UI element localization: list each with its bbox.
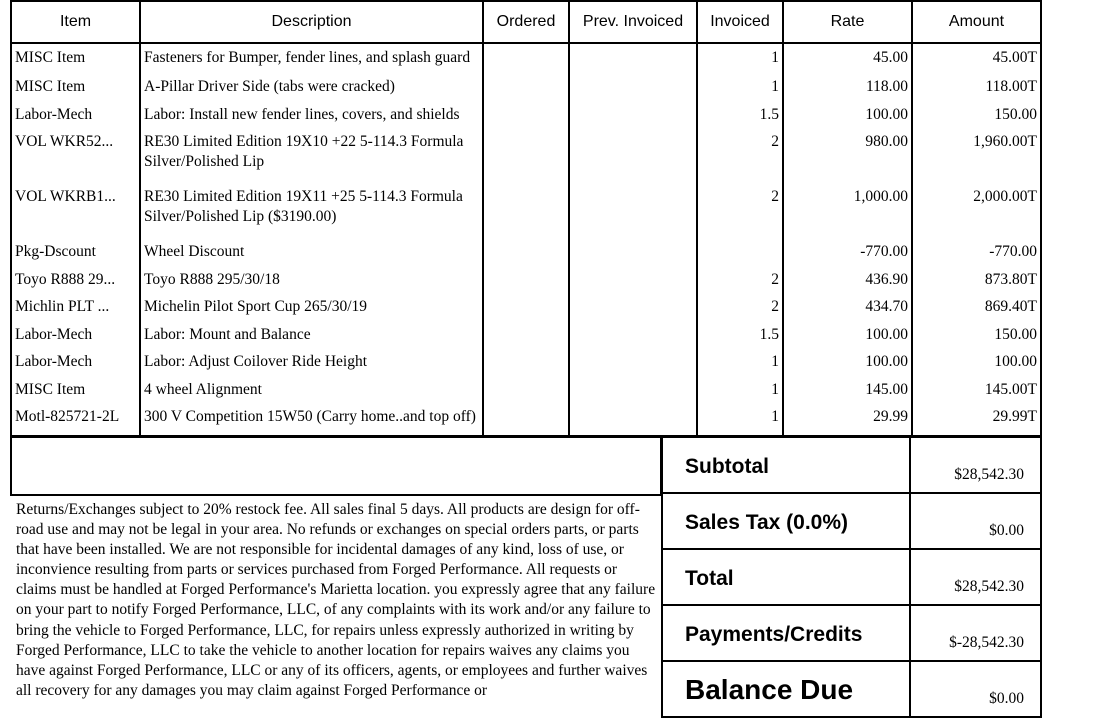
cell-invoiced: 2 bbox=[697, 187, 783, 242]
cell-prev-invoiced bbox=[569, 325, 697, 352]
cell-amount: 118.00T bbox=[912, 77, 1041, 104]
cell-item: Labor-Mech bbox=[11, 352, 140, 379]
cell-rate: 1,000.00 bbox=[783, 187, 912, 242]
table-row bbox=[11, 270, 1041, 297]
cell-amount: 145.00T bbox=[912, 380, 1041, 407]
tax-row bbox=[662, 493, 1041, 549]
cell-invoiced: 1 bbox=[697, 407, 783, 434]
table-row bbox=[11, 325, 1041, 352]
cell-prev-invoiced bbox=[569, 105, 697, 132]
cell-rate: 100.00 bbox=[783, 352, 912, 379]
col-header-item: Item bbox=[11, 1, 140, 43]
cell-amount: 29.99T bbox=[912, 407, 1041, 434]
col-header-amount: Amount bbox=[912, 1, 1041, 43]
cell-ordered bbox=[483, 270, 569, 297]
cell-ordered bbox=[483, 132, 569, 187]
cell-ordered bbox=[483, 407, 569, 434]
cell-prev-invoiced bbox=[569, 77, 697, 104]
cell-description: RE30 Limited Edition 19X11 +25 5-114.3 Formula Silver/Polished Lip ($3190.00) bbox=[140, 187, 483, 242]
cell-amount: 45.00T bbox=[912, 43, 1041, 77]
cell-description: Fasteners for Bumper, fender lines, and splash guard bbox=[140, 43, 483, 77]
cell-description: 4 wheel Alignment bbox=[140, 380, 483, 407]
cell-ordered bbox=[483, 187, 569, 242]
cell-prev-invoiced bbox=[569, 132, 697, 187]
balance-value: $0.00 bbox=[910, 661, 1041, 717]
cell-ordered bbox=[483, 43, 569, 77]
cell-rate: 100.00 bbox=[783, 105, 912, 132]
col-header-description: Description bbox=[140, 1, 483, 43]
table-row bbox=[11, 380, 1041, 407]
cell-rate: 100.00 bbox=[783, 325, 912, 352]
blank-box bbox=[10, 436, 662, 496]
cell-description: Wheel Discount bbox=[140, 242, 483, 269]
cell-amount: 100.00 bbox=[912, 352, 1041, 379]
payments-value: $-28,542.30 bbox=[910, 605, 1041, 661]
cell-description: Labor: Mount and Balance bbox=[140, 325, 483, 352]
cell-description: 300 V Competition 15W50 (Carry home..and top off) bbox=[140, 407, 483, 434]
cell-description: Michelin Pilot Sport Cup 265/30/19 bbox=[140, 297, 483, 324]
cell-item: Pkg-Dscount bbox=[11, 242, 140, 269]
totals-table bbox=[661, 436, 1042, 718]
cell-ordered bbox=[483, 325, 569, 352]
cell-invoiced: 1 bbox=[697, 77, 783, 104]
cell-prev-invoiced bbox=[569, 352, 697, 379]
cell-description: Toyo R888 295/30/18 bbox=[140, 270, 483, 297]
cell-amount: 2,000.00T bbox=[912, 187, 1041, 242]
cell-amount: 869.40T bbox=[912, 297, 1041, 324]
cell-amount: -770.00 bbox=[912, 242, 1041, 269]
cell-description: A-Pillar Driver Side (tabs were cracked) bbox=[140, 77, 483, 104]
col-header-invoiced: Invoiced bbox=[697, 1, 783, 43]
cell-invoiced bbox=[697, 242, 783, 269]
cell-rate: -770.00 bbox=[783, 242, 912, 269]
cell-invoiced: 2 bbox=[697, 132, 783, 187]
tax-label: Sales Tax (0.0%) bbox=[662, 493, 910, 549]
cell-invoiced: 2 bbox=[697, 270, 783, 297]
cell-item: VOL WKRB1... bbox=[11, 187, 140, 242]
total-row bbox=[662, 549, 1041, 605]
cell-ordered bbox=[483, 242, 569, 269]
cell-amount: 150.00 bbox=[912, 105, 1041, 132]
balance-row bbox=[662, 661, 1041, 717]
cell-invoiced: 1.5 bbox=[697, 105, 783, 132]
subtotal-value: $28,542.30 bbox=[910, 437, 1041, 493]
cell-ordered bbox=[483, 105, 569, 132]
cell-item: MISC Item bbox=[11, 43, 140, 77]
cell-rate: 980.00 bbox=[783, 132, 912, 187]
terms-text: Returns/Exchanges subject to 20% restock fee. All sales final 5 days. All products are design for off-road use and may not be legal in your area. No refunds or exchanges on special orders parts, or parts that have been installed. We are not responsible for incidental damages of any kind, loss of use, or inconvience resulting from parts or services purchased from Forged Performance. All requests or claims must be handled at Forged Performance's Marietta location. you expressly agree that any failure on your part to notify Forged Performance, LLC, of any complaints with its work and/or any failure to bring the vehicle to Forged Performance, LLC, for repairs unless expressly authorized in writing by Forged Performance, LLC to take the vehicle to another location for repairs waives any claims you have against Forged Performance, LLC or any of its officers, agents, or employees and further waives all recovery for any damages you may claim against Forged Performance or bbox=[16, 501, 656, 699]
cell-ordered bbox=[483, 352, 569, 379]
col-header-prev-invoiced: Prev. Invoiced bbox=[569, 1, 697, 43]
table-row bbox=[11, 352, 1041, 379]
table-row bbox=[11, 105, 1041, 132]
cell-amount: 150.00 bbox=[912, 325, 1041, 352]
cell-prev-invoiced bbox=[569, 43, 697, 77]
cell-item: MISC Item bbox=[11, 77, 140, 104]
cell-rate: 29.99 bbox=[783, 407, 912, 434]
cell-rate: 45.00 bbox=[783, 43, 912, 77]
tax-value: $0.00 bbox=[910, 493, 1041, 549]
total-value: $28,542.30 bbox=[910, 549, 1041, 605]
total-label: Total bbox=[662, 549, 910, 605]
table-row bbox=[11, 297, 1041, 324]
cell-rate: 434.70 bbox=[783, 297, 912, 324]
cell-invoiced: 1.5 bbox=[697, 325, 783, 352]
table-row bbox=[11, 43, 1041, 77]
col-header-rate: Rate bbox=[783, 1, 912, 43]
table-row bbox=[11, 187, 1041, 242]
cell-item: Labor-Mech bbox=[11, 325, 140, 352]
cell-invoiced: 1 bbox=[697, 352, 783, 379]
cell-invoiced: 2 bbox=[697, 297, 783, 324]
cell-prev-invoiced bbox=[569, 297, 697, 324]
cell-ordered bbox=[483, 77, 569, 104]
cell-prev-invoiced bbox=[569, 187, 697, 242]
table-row bbox=[11, 242, 1041, 269]
cell-ordered bbox=[483, 380, 569, 407]
cell-rate: 118.00 bbox=[783, 77, 912, 104]
cell-description: RE30 Limited Edition 19X10 +22 5-114.3 Formula Silver/Polished Lip bbox=[140, 132, 483, 187]
header-row bbox=[11, 1, 1041, 43]
cell-amount: 1,960.00T bbox=[912, 132, 1041, 187]
cell-ordered bbox=[483, 297, 569, 324]
cell-rate: 436.90 bbox=[783, 270, 912, 297]
cell-prev-invoiced bbox=[569, 270, 697, 297]
subtotal-row bbox=[662, 437, 1041, 493]
cell-invoiced: 1 bbox=[697, 380, 783, 407]
cell-amount: 873.80T bbox=[912, 270, 1041, 297]
table-row bbox=[11, 77, 1041, 104]
col-header-ordered: Ordered bbox=[483, 1, 569, 43]
payments-label: Payments/Credits bbox=[662, 605, 910, 661]
cell-item: MISC Item bbox=[11, 380, 140, 407]
cell-description: Labor: Install new fender lines, covers, and shields bbox=[140, 105, 483, 132]
cell-item: VOL WKR52... bbox=[11, 132, 140, 187]
cell-item: Michlin PLT ... bbox=[11, 297, 140, 324]
cell-rate: 145.00 bbox=[783, 380, 912, 407]
invoice-table bbox=[10, 0, 1042, 437]
cell-prev-invoiced bbox=[569, 380, 697, 407]
balance-label: Balance Due bbox=[662, 661, 910, 717]
table-row bbox=[11, 407, 1041, 434]
table-row bbox=[11, 132, 1041, 187]
cell-prev-invoiced bbox=[569, 407, 697, 434]
cell-item: Motl-825721-2L bbox=[11, 407, 140, 434]
cell-item: Labor-Mech bbox=[11, 105, 140, 132]
payments-row bbox=[662, 605, 1041, 661]
subtotal-label: Subtotal bbox=[662, 437, 910, 493]
cell-invoiced: 1 bbox=[697, 43, 783, 77]
cell-item: Toyo R888 29... bbox=[11, 270, 140, 297]
cell-description: Labor: Adjust Coilover Ride Height bbox=[140, 352, 483, 379]
cell-prev-invoiced bbox=[569, 242, 697, 269]
